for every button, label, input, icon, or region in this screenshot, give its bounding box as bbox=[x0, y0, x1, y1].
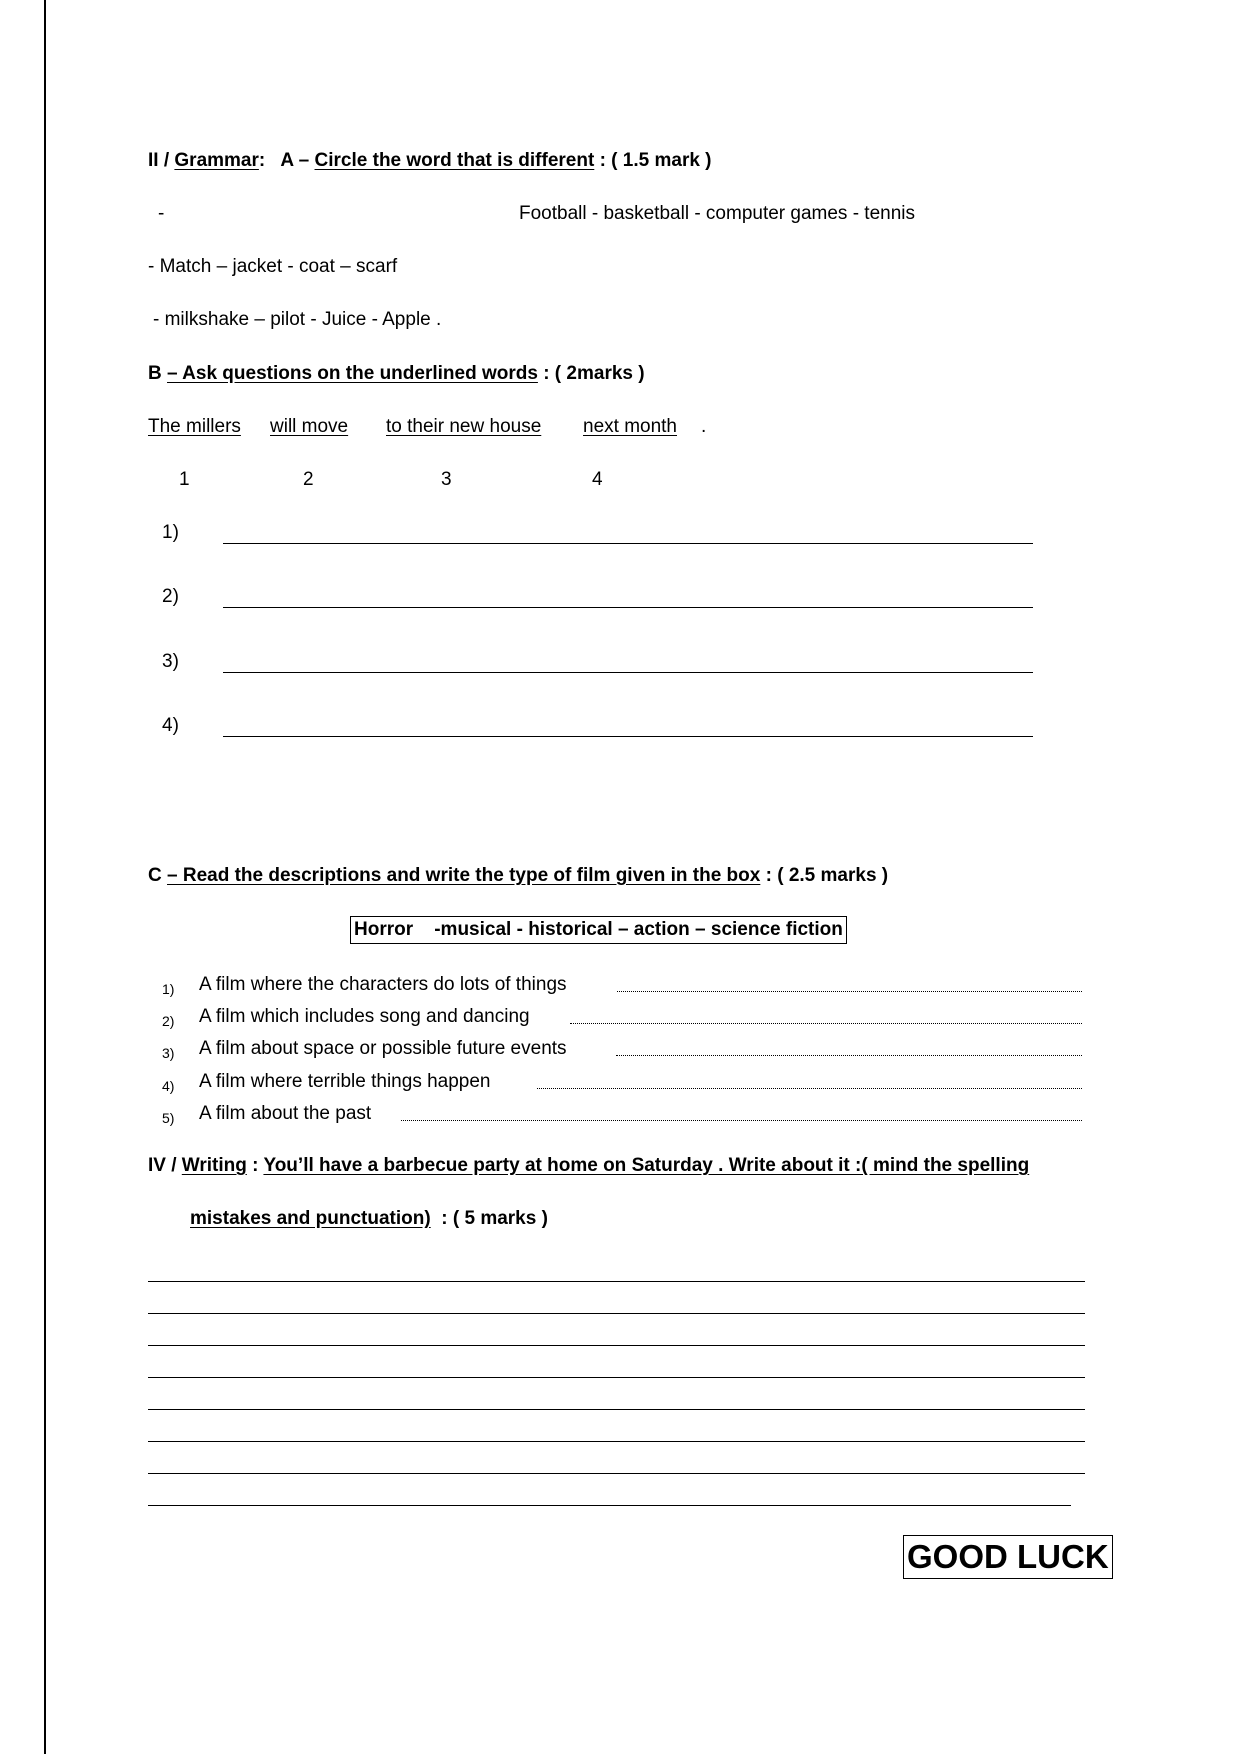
item-number-2: 2) bbox=[162, 1013, 175, 1029]
description-5: A film about the past bbox=[199, 1103, 372, 1124]
part-b-marks: : ( 2marks ) bbox=[543, 363, 645, 384]
dotted-answer-4[interactable] bbox=[537, 1088, 1082, 1089]
part-a-marks: : ( 1.5 mark ) bbox=[599, 150, 712, 171]
margin-line bbox=[44, 0, 46, 1754]
good-luck-box: GOOD LUCK bbox=[903, 1535, 1113, 1579]
colon: : bbox=[258, 150, 266, 171]
answer-line-3[interactable] bbox=[223, 672, 1033, 673]
writing-line-8[interactable] bbox=[148, 1505, 1071, 1506]
part-number-4: 4 bbox=[592, 469, 603, 490]
underlined-part-4: next month bbox=[583, 416, 677, 437]
writing-line-2[interactable] bbox=[148, 1313, 1085, 1314]
answer-line-2[interactable] bbox=[223, 607, 1033, 608]
part-c-label: C bbox=[148, 865, 162, 886]
item-number-1: 1) bbox=[162, 981, 175, 997]
grammar-title: Grammar bbox=[174, 150, 259, 171]
part-c-title: – Read the descriptions and write the type of film given in the box bbox=[167, 865, 761, 886]
sentence-end: . bbox=[701, 416, 707, 437]
description-1: A film where the characters do lots of things bbox=[199, 974, 567, 995]
part-b-label: B bbox=[148, 363, 162, 384]
writing-line-1[interactable] bbox=[148, 1281, 1085, 1282]
underlined-part-3: to their new house bbox=[386, 416, 542, 437]
part-number-2: 2 bbox=[303, 469, 314, 490]
writing-line-5[interactable] bbox=[148, 1409, 1085, 1410]
underlined-part-1: The millers bbox=[148, 416, 241, 437]
section-number: IV / bbox=[148, 1155, 177, 1176]
dotted-answer-1[interactable] bbox=[617, 991, 1082, 992]
writing-line-3[interactable] bbox=[148, 1345, 1085, 1346]
part-a-label: A – bbox=[280, 150, 310, 171]
answer-line-1[interactable] bbox=[223, 543, 1033, 544]
answer-number-2: 2) bbox=[162, 586, 179, 607]
part-b-heading bbox=[148, 363, 645, 385]
answer-number-3: 3) bbox=[162, 651, 179, 672]
writing-line-7[interactable] bbox=[148, 1473, 1085, 1474]
part-b-title: – Ask questions on the underlined words bbox=[167, 363, 538, 384]
dotted-answer-2[interactable] bbox=[570, 1023, 1082, 1024]
item-number-5: 5) bbox=[162, 1110, 175, 1126]
item-number-4: 4) bbox=[162, 1078, 175, 1094]
answer-line-4[interactable] bbox=[223, 736, 1033, 737]
row-dash: - bbox=[158, 203, 165, 224]
colon: : bbox=[252, 1155, 259, 1176]
part-c-marks: : ( 2.5 marks ) bbox=[765, 865, 889, 886]
description-4: A film where terrible things happen bbox=[199, 1071, 491, 1092]
part-number-1: 1 bbox=[179, 469, 190, 490]
description-3: A film about space or possible future events bbox=[199, 1038, 567, 1059]
part-number-3: 3 bbox=[441, 469, 452, 490]
film-types-box: Horror -musical - historical – action – science fiction bbox=[350, 916, 847, 944]
writing-marks: : ( 5 marks ) bbox=[441, 1208, 548, 1229]
writing-title: Writing bbox=[181, 1155, 247, 1176]
odd-one-out-row-1: Football - basketball - computer games - tennis bbox=[519, 203, 916, 224]
writing-heading bbox=[148, 1155, 1029, 1177]
dotted-answer-3[interactable] bbox=[616, 1055, 1082, 1056]
grammar-heading bbox=[148, 150, 712, 172]
section-number: II / bbox=[148, 150, 170, 171]
answer-number-1: 1) bbox=[162, 522, 179, 543]
odd-one-out-row-3: - milkshake – pilot - Juice - Apple . bbox=[153, 309, 442, 330]
answer-number-4: 4) bbox=[162, 715, 179, 736]
writing-prompt-line-2: mistakes and punctuation) bbox=[190, 1208, 431, 1229]
writing-heading-line-2 bbox=[190, 1208, 548, 1230]
writing-prompt-line-1: You’ll have a barbecue party at home on Saturday . Write about it :( mind the spelling bbox=[263, 1155, 1030, 1176]
item-number-3: 3) bbox=[162, 1045, 175, 1061]
part-a-title: Circle the word that is different bbox=[314, 150, 595, 171]
underlined-part-2: will move bbox=[270, 416, 349, 437]
writing-line-6[interactable] bbox=[148, 1441, 1085, 1442]
part-c-heading bbox=[148, 865, 888, 887]
description-2: A film which includes song and dancing bbox=[199, 1006, 530, 1027]
dotted-answer-5[interactable] bbox=[401, 1120, 1082, 1121]
odd-one-out-row-2: - Match – jacket - coat – scarf bbox=[148, 256, 398, 277]
writing-line-4[interactable] bbox=[148, 1377, 1085, 1378]
